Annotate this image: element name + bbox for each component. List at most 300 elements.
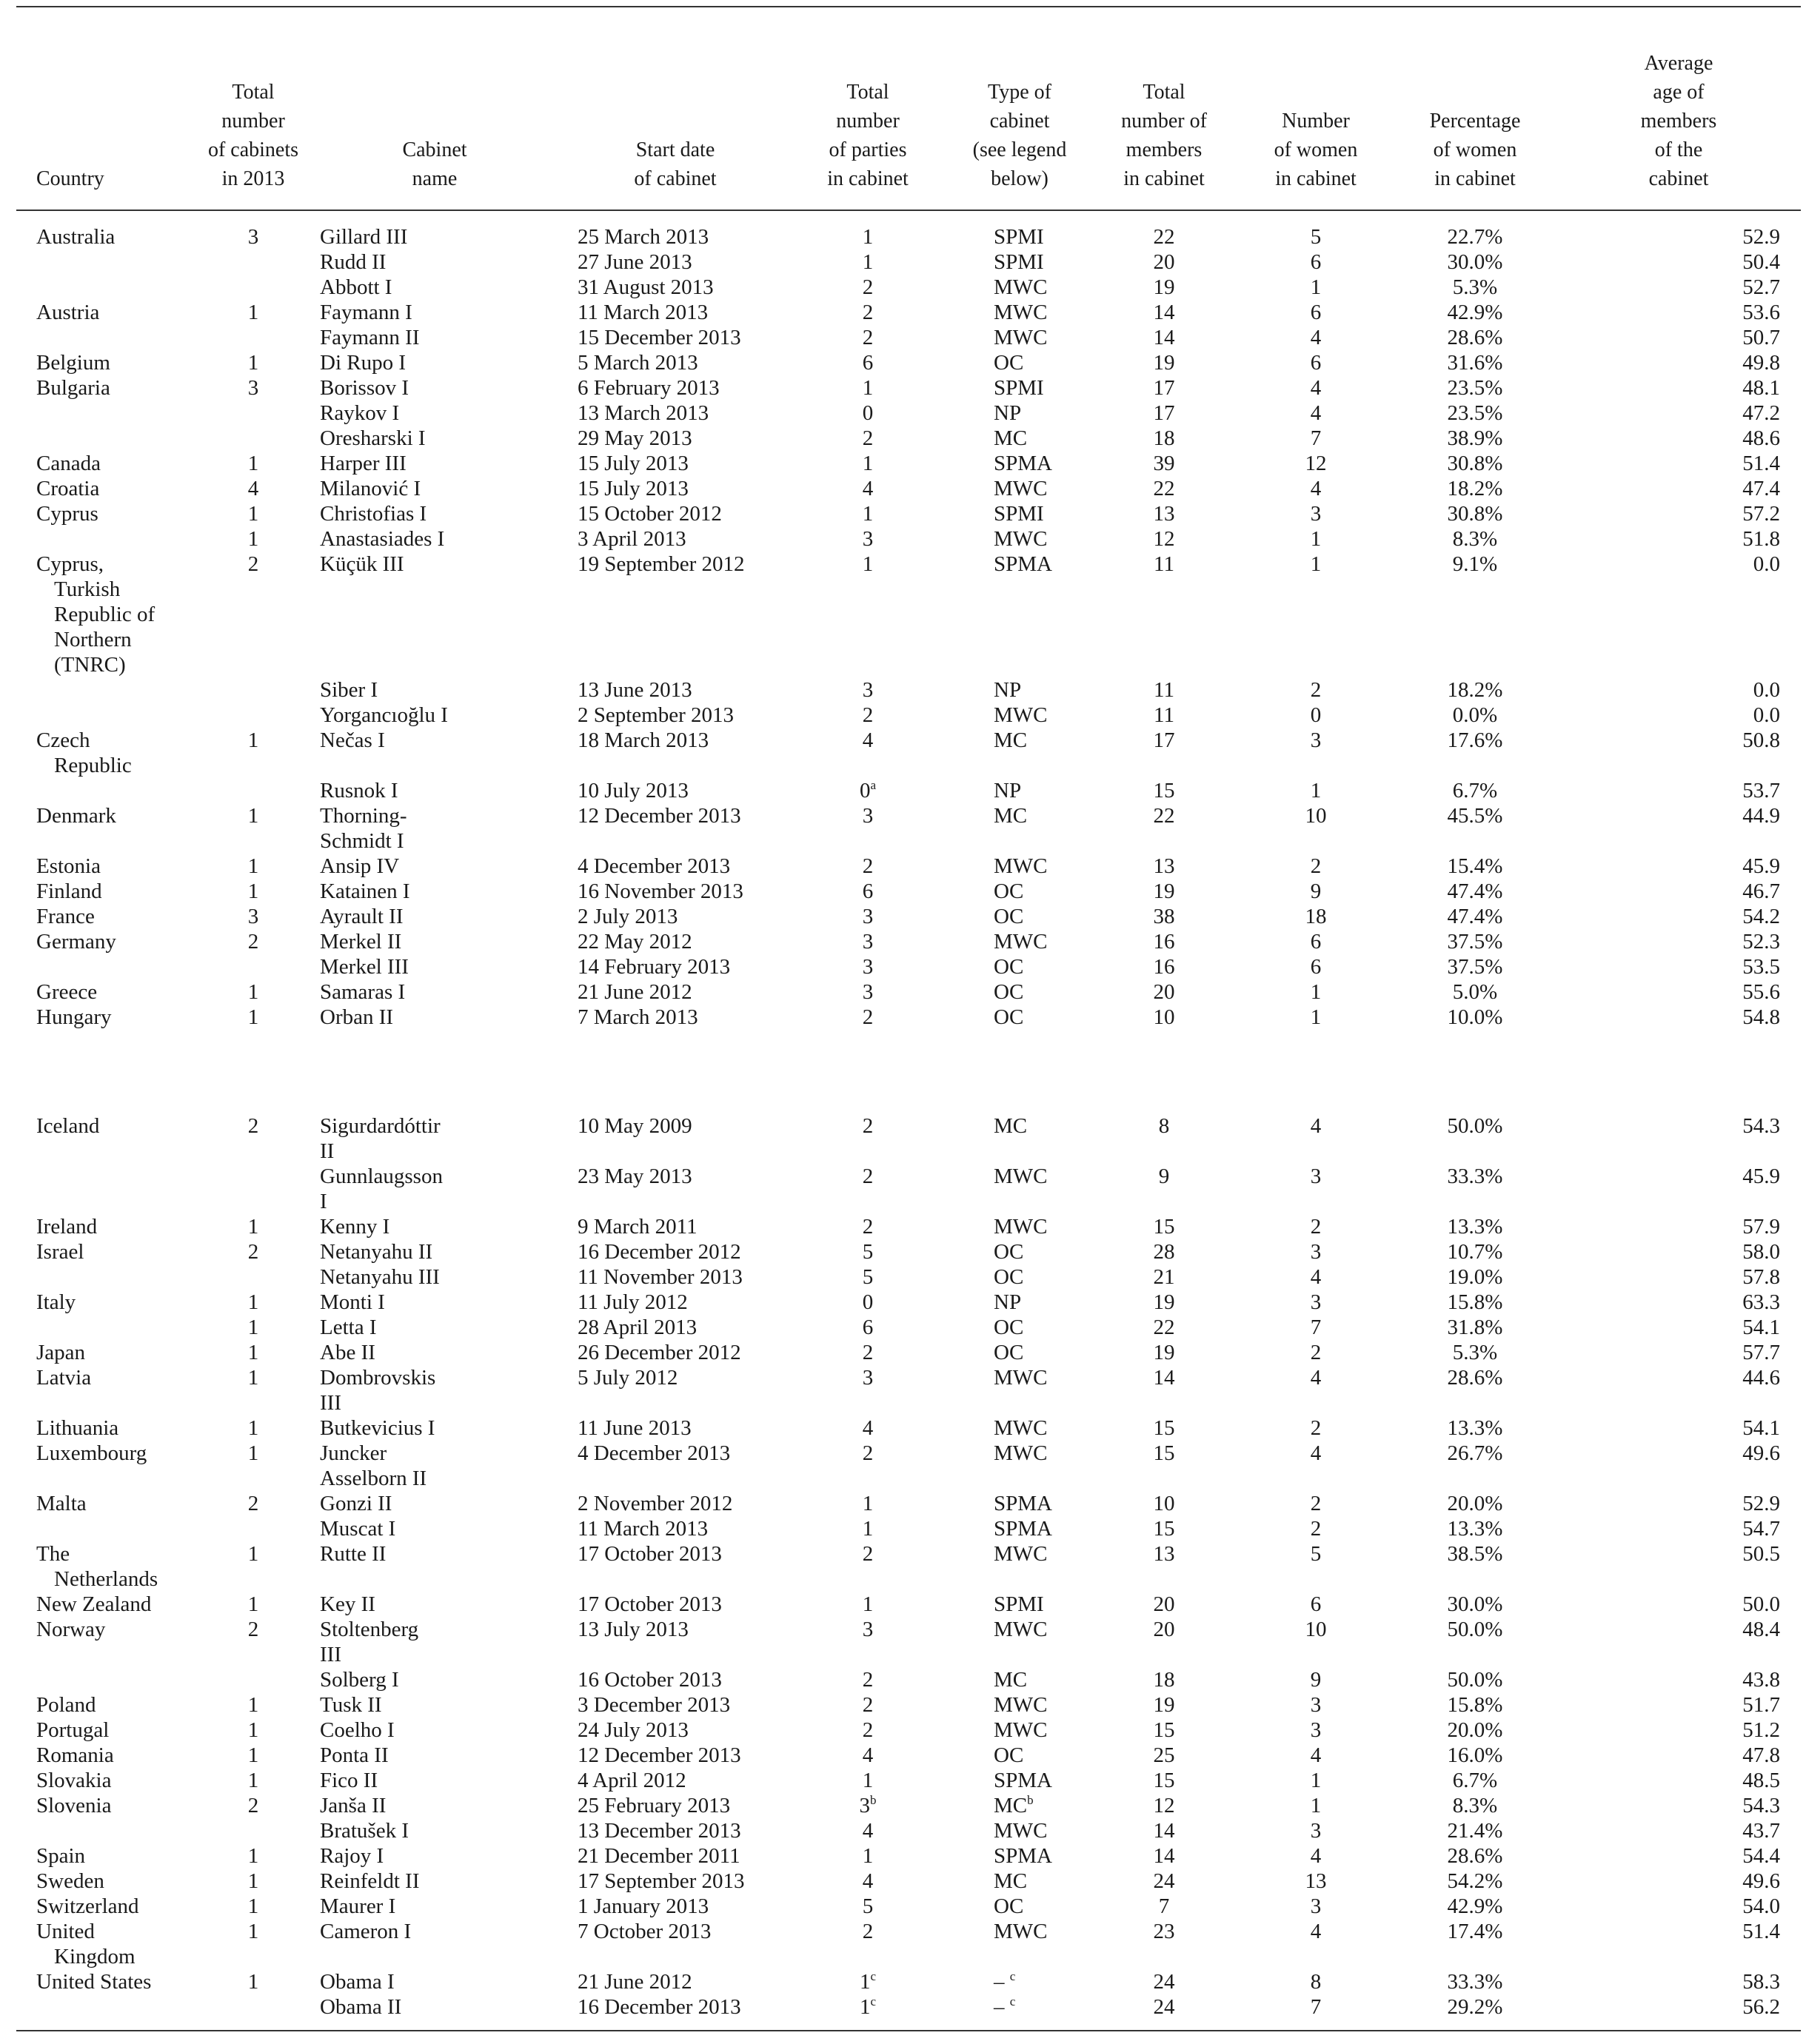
header-line: members [1640,110,1717,133]
pct-women-value: 50.0% [1447,1618,1503,1641]
cabinet-type: MWC [994,1693,1048,1717]
cabinet-name-cell [305,1692,564,1718]
cabinet-name-cell [305,1592,564,1617]
start-date: 16 November 2013 [578,879,743,903]
women-value: 10 [1305,1618,1327,1641]
avg-age-cell [1556,1843,1801,1869]
country-cell [16,879,201,904]
country-name: Iceland [36,1114,100,1138]
total-cabinets-value: 1 [247,1542,259,1566]
total-members-value: 11 [1154,552,1174,576]
header-line: Cabinet [402,138,467,161]
total-members-cell [1090,375,1238,401]
total-parties-cell [786,1692,949,1718]
total-members-value: 11 [1154,703,1174,727]
women-cell [1238,1365,1394,1415]
pct-women-value: 13.3% [1447,1517,1503,1541]
women-value: 4 [1310,1114,1322,1138]
cabinet-type-cell [949,1516,1090,1541]
total-members-cell [1090,677,1238,703]
total-members-value: 14 [1153,1366,1175,1390]
table-row [16,954,1801,979]
cabinet-name-cell [305,1793,564,1818]
start-date: 1 January 2013 [578,1894,709,1918]
country-cell [16,1164,201,1214]
total-parties-cell [786,1005,949,1030]
cabinet-type-cell [949,879,1090,904]
header-line: Percentage [1429,110,1521,133]
total-members-cell [1090,1005,1238,1030]
start-date: 12 December 2013 [578,804,741,828]
total-cabinets-value: 1 [247,1920,259,1943]
table-row [16,1818,1801,1843]
total-parties-cell [786,904,949,929]
header-line: in cabinet [1434,167,1516,190]
total-members-value: 8 [1158,1114,1170,1138]
total-cabinets-cell [201,501,305,526]
cabinet-name-cell [305,325,564,350]
total-cabinets-value: 1 [247,980,259,1004]
cabinet-name: Reinfeldt II [320,1869,420,1893]
total-cabinets-cell [201,728,305,778]
total-parties-value: 3 [862,955,874,979]
total-cabinets-cell [201,300,305,325]
avg-age-cell [1556,210,1801,249]
table-row [16,1541,1801,1592]
total-cabinets-cell [201,1869,305,1894]
start-date-cell [564,1005,786,1030]
total-parties-cell [786,1743,949,1768]
total-members-cell [1090,879,1238,904]
start-date: 17 September 2013 [578,1869,745,1893]
country-name: Lithuania [36,1416,119,1440]
women-cell [1238,1994,1394,2030]
total-parties-value: 1 [862,1592,874,1616]
country-cell [16,526,201,552]
cabinet-name-cell [305,703,564,728]
start-date-cell [564,451,786,476]
cabinet-type: MWC [994,1366,1048,1390]
pct-women-value: 30.0% [1447,250,1503,274]
header-line: in 2013 [221,167,285,190]
women-cell [1238,1768,1394,1793]
total-members-cell [1090,929,1238,954]
pct-women-value: 42.9% [1447,1894,1503,1918]
avg-age-value: 51.8 [1742,527,1780,551]
total-cabinets-value: 1 [247,879,259,903]
avg-age-cell [1556,954,1801,979]
cabinet-name: Dombrovskis [320,1366,436,1390]
pct-women-cell [1394,476,1556,501]
total-parties-cell [786,1894,949,1919]
total-parties-cell [786,1869,949,1894]
country-cell [16,1818,201,1843]
pct-women-value: 54.2% [1447,1869,1503,1893]
avg-age-value: 57.8 [1742,1265,1780,1289]
table-row [16,1843,1801,1869]
cabinet-type: OC [994,1743,1024,1767]
cabinet-name-cell [305,526,564,552]
country-cell [16,1969,201,1994]
pct-women-cell [1394,879,1556,904]
country-cell [16,929,201,954]
country-name: Norway [36,1618,106,1641]
country-name: Canada [36,452,101,475]
total-members-cell [1090,1491,1238,1516]
start-date-cell [564,1365,786,1415]
country-cell [16,854,201,879]
cabinet-type: SPMA [994,1492,1052,1515]
total-parties-value: 4 [862,1819,874,1843]
total-members-cell [1090,1290,1238,1315]
total-parties-value: 2 [862,1165,874,1188]
table-row [16,1667,1801,1692]
avg-age-cell [1556,552,1801,677]
table-row [16,476,1801,501]
footnote-marker: c [1009,1969,1016,1983]
women-cell [1238,1290,1394,1315]
total-members-value: 15 [1153,1718,1175,1742]
women-value: 1 [1310,1769,1322,1792]
cabinet-name-cell [305,1290,564,1315]
cabinet-name-cell [305,275,564,300]
cabinet-name-cell [305,803,564,854]
table-row [16,1491,1801,1516]
start-date-cell [564,210,786,249]
total-cabinets-value: 3 [247,376,259,400]
total-members-cell [1090,1164,1238,1214]
cabinet-name: Di Rupo I [320,351,406,375]
avg-age-cell [1556,375,1801,401]
cabinet-type-cell [949,1164,1090,1214]
women-value: 1 [1310,527,1322,551]
total-parties-cell [786,501,949,526]
total-parties-cell [786,526,949,552]
total-cabinets-value: 2 [247,930,259,954]
pct-women-value: 5.3% [1452,1341,1498,1364]
total-members-value: 19 [1153,1693,1175,1717]
cabinet-name-cell [305,426,564,451]
total-cabinets-cell [201,275,305,300]
women-value: 5 [1310,1542,1322,1566]
header-line: Average [1644,52,1713,75]
women-cell [1238,1441,1394,1491]
start-date-cell [564,401,786,426]
total-parties-value: 5 [862,1265,874,1289]
pct-women-value: 26.7% [1447,1441,1503,1465]
pct-women-cell [1394,904,1556,929]
header-line: number [836,110,900,133]
women-cell [1238,778,1394,803]
total-parties-value: 2 [862,854,874,878]
start-date-cell [564,1667,786,1692]
country-name-continued: Republic [54,754,132,777]
cabinet-type: MC [994,1668,1028,1692]
cabinet-name-cell [305,1894,564,1919]
total-cabinets-cell [201,476,305,501]
avg-age-value: 54.4 [1742,1844,1780,1868]
start-date: 17 October 2013 [578,1542,722,1566]
total-parties-value: 3 [859,1794,870,1817]
total-parties-cell [786,552,949,677]
country-cell [16,1692,201,1718]
avg-age-value: 48.6 [1742,426,1780,450]
total-cabinets-value: 1 [247,804,259,828]
total-members-cell [1090,803,1238,854]
cabinet-name-cell [305,552,564,677]
cabinet-name-cell [305,1969,564,1994]
women-cell [1238,451,1394,476]
pct-women-cell [1394,1768,1556,1793]
start-date: 6 February 2013 [578,376,720,400]
table-row [16,1365,1801,1415]
total-cabinets-value: 1 [247,1290,259,1314]
total-cabinets-value: 1 [247,1693,259,1717]
cabinet-type: MWC [994,1618,1048,1641]
avg-age-value: 58.0 [1742,1240,1780,1264]
pct-women-cell [1394,1894,1556,1919]
table-row [16,879,1801,904]
total-members-cell [1090,476,1238,501]
pct-women-value: 17.6% [1447,728,1503,752]
total-cabinets-value: 1 [247,1844,259,1868]
pct-women-value: 37.5% [1447,930,1503,954]
country-cell [16,300,201,325]
cabinet-name: Key II [320,1592,375,1616]
country-name: Romania [36,1743,114,1767]
avg-age-value: 50.5 [1742,1542,1780,1566]
table-row [16,854,1801,879]
pct-women-value: 18.2% [1447,678,1503,702]
country-cell [16,1718,201,1743]
start-date: 15 December 2013 [578,326,741,349]
cabinet-type: NP [994,401,1022,425]
cabinet-name-continued: Asselborn II [320,1467,427,1490]
cabinet-type-cell [949,954,1090,979]
women-value: 2 [1310,1492,1322,1515]
total-cabinets-value: 1 [247,1592,259,1616]
start-date: 29 May 2013 [578,426,692,450]
total-parties-value: 2 [862,1215,874,1239]
cabinet-name: Raykov I [320,401,400,425]
total-members-value: 23 [1153,1920,1175,1943]
total-members-value: 7 [1158,1894,1170,1918]
women-cell [1238,1969,1394,1994]
country-cell [16,275,201,300]
cabinet-name: Gunnlaugsson [320,1165,443,1188]
total-parties-value: 1 [859,1995,871,2019]
avg-age-cell [1556,929,1801,954]
total-members-cell [1090,954,1238,979]
country-name-continued: (TNRC) [54,653,126,677]
total-members-value: 22 [1153,804,1175,828]
cabinet-name-cell [305,1441,564,1491]
pct-women-cell [1394,954,1556,979]
women-value: 7 [1310,1995,1322,2019]
table-row [16,210,1801,249]
cabinet-type: MWC [994,1441,1048,1465]
total-parties-value: 0 [862,1290,874,1314]
pct-women-cell [1394,728,1556,778]
women-value: 3 [1310,1718,1322,1742]
avg-age-cell [1556,1030,1801,1164]
total-members-value: 20 [1153,1618,1175,1641]
total-parties-value: 2 [862,426,874,450]
cabinet-type: MWC [994,326,1048,349]
avg-age-value: 0.0 [1753,552,1780,576]
start-date-cell [564,275,786,300]
avg-age-value: 52.3 [1742,930,1780,954]
pct-women-cell [1394,1969,1556,1994]
country-name: United [36,1920,95,1943]
avg-age-value: 48.5 [1742,1769,1780,1792]
total-cabinets-cell [201,1793,305,1818]
table-body [16,210,1801,2030]
women-cell [1238,954,1394,979]
avg-age-value: 58.3 [1742,1970,1780,1994]
total-cabinets-cell [201,1030,305,1164]
women-value: 12 [1305,452,1327,475]
women-cell [1238,1869,1394,1894]
pct-women-cell [1394,1164,1556,1214]
avg-age-cell [1556,1994,1801,2030]
total-cabinets-value: 2 [247,1240,259,1264]
start-date: 3 December 2013 [578,1693,731,1717]
cabinet-type-cell [949,1264,1090,1290]
start-date-cell [564,854,786,879]
cabinet-name: Abe II [320,1341,375,1364]
cabinet-name: Merkel II [320,930,402,954]
cabinet-name-cell [305,300,564,325]
start-date: 2 November 2012 [578,1492,733,1515]
total-parties-cell [786,1365,949,1415]
pct-women-cell [1394,1264,1556,1290]
country-name: Cyprus [36,502,98,526]
total-parties-value: 3 [862,527,874,551]
total-parties-value: 1 [859,1970,871,1994]
total-parties-cell [786,1441,949,1491]
country-name: Finland [36,879,102,903]
cabinet-name-cell [305,677,564,703]
avg-age-value: 43.8 [1742,1668,1780,1692]
cabinet-name: Küçük III [320,552,404,576]
country-cell [16,249,201,275]
total-parties-value: 2 [862,703,874,727]
avg-age-cell [1556,1818,1801,1843]
cabinet-type: NP [994,678,1022,702]
table-row [16,1005,1801,1030]
avg-age-cell [1556,1969,1801,1994]
avg-age-cell [1556,1340,1801,1365]
total-members-value: 14 [1153,326,1175,349]
women-cell [1238,1843,1394,1869]
cabinet-name-cell [305,1340,564,1365]
pct-women-value: 37.5% [1447,955,1503,979]
total-cabinets-cell [201,929,305,954]
total-parties-value: 4 [862,1869,874,1893]
cabinet-type: SPMA [994,1517,1052,1541]
pct-women-value: 5.3% [1452,275,1498,299]
total-cabinets-cell [201,451,305,476]
total-members-cell [1090,249,1238,275]
country-cell [16,325,201,350]
total-parties-cell [786,1491,949,1516]
total-parties-value: 1 [862,225,874,249]
country-name: Belgium [36,351,110,375]
avg-age-value: 53.7 [1742,779,1780,802]
pct-women-cell [1394,1617,1556,1667]
header-line: below) [991,167,1049,190]
avg-age-cell [1556,325,1801,350]
total-parties-cell [786,249,949,275]
country-name: Czech [36,728,90,752]
pct-women-value: 28.6% [1447,1366,1503,1390]
women-cell [1238,1592,1394,1617]
women-value: 9 [1310,879,1322,903]
total-cabinets-value: 1 [247,1005,259,1029]
country-name: Australia [36,225,116,249]
table-row [16,275,1801,300]
total-parties-cell [786,1239,949,1264]
start-date-cell [564,1441,786,1491]
table-row [16,677,1801,703]
cabinet-type: OC [994,905,1024,928]
start-date-cell [564,1768,786,1793]
total-cabinets-value: 1 [247,351,259,375]
total-parties-cell [786,1718,949,1743]
cabinet-name-cell [305,1843,564,1869]
cabinet-name: Rusnok I [320,779,398,802]
women-cell [1238,1415,1394,1441]
cabinet-type: MC [994,1869,1028,1893]
start-date-cell [564,1793,786,1818]
start-date: 17 October 2013 [578,1592,722,1616]
start-date-cell [564,1516,786,1541]
total-cabinets-cell [201,1290,305,1315]
avg-age-value: 53.6 [1742,301,1780,324]
total-cabinets-cell [201,1239,305,1264]
total-cabinets-cell [201,350,305,375]
cabinet-name-cell [305,1541,564,1592]
women-value: 4 [1310,477,1322,500]
total-parties-cell [786,1919,949,1969]
women-cell [1238,1617,1394,1667]
total-members-value: 10 [1153,1005,1175,1029]
start-date: 11 June 2013 [578,1416,692,1440]
women-cell [1238,703,1394,728]
start-date: 13 June 2013 [578,678,692,702]
table-row [16,1793,1801,1818]
cabinet-type-cell [949,300,1090,325]
women-cell [1238,300,1394,325]
pct-women-cell [1394,1592,1556,1617]
header-line: in cabinet [827,167,909,190]
cabinet-type-cell [949,1969,1090,1994]
cabinet-name: Janša II [320,1794,387,1817]
total-cabinets-cell [201,854,305,879]
women-cell [1238,1164,1394,1214]
start-date-cell [564,325,786,350]
women-cell [1238,904,1394,929]
header-line: of women [1274,138,1358,161]
total-members-cell [1090,350,1238,375]
women-value: 3 [1310,1165,1322,1188]
cabinet-type: SPMI [994,502,1044,526]
pct-women-cell [1394,1005,1556,1030]
total-cabinets-cell [201,1894,305,1919]
avg-age-cell [1556,728,1801,778]
cabinet-type-cell [949,1843,1090,1869]
